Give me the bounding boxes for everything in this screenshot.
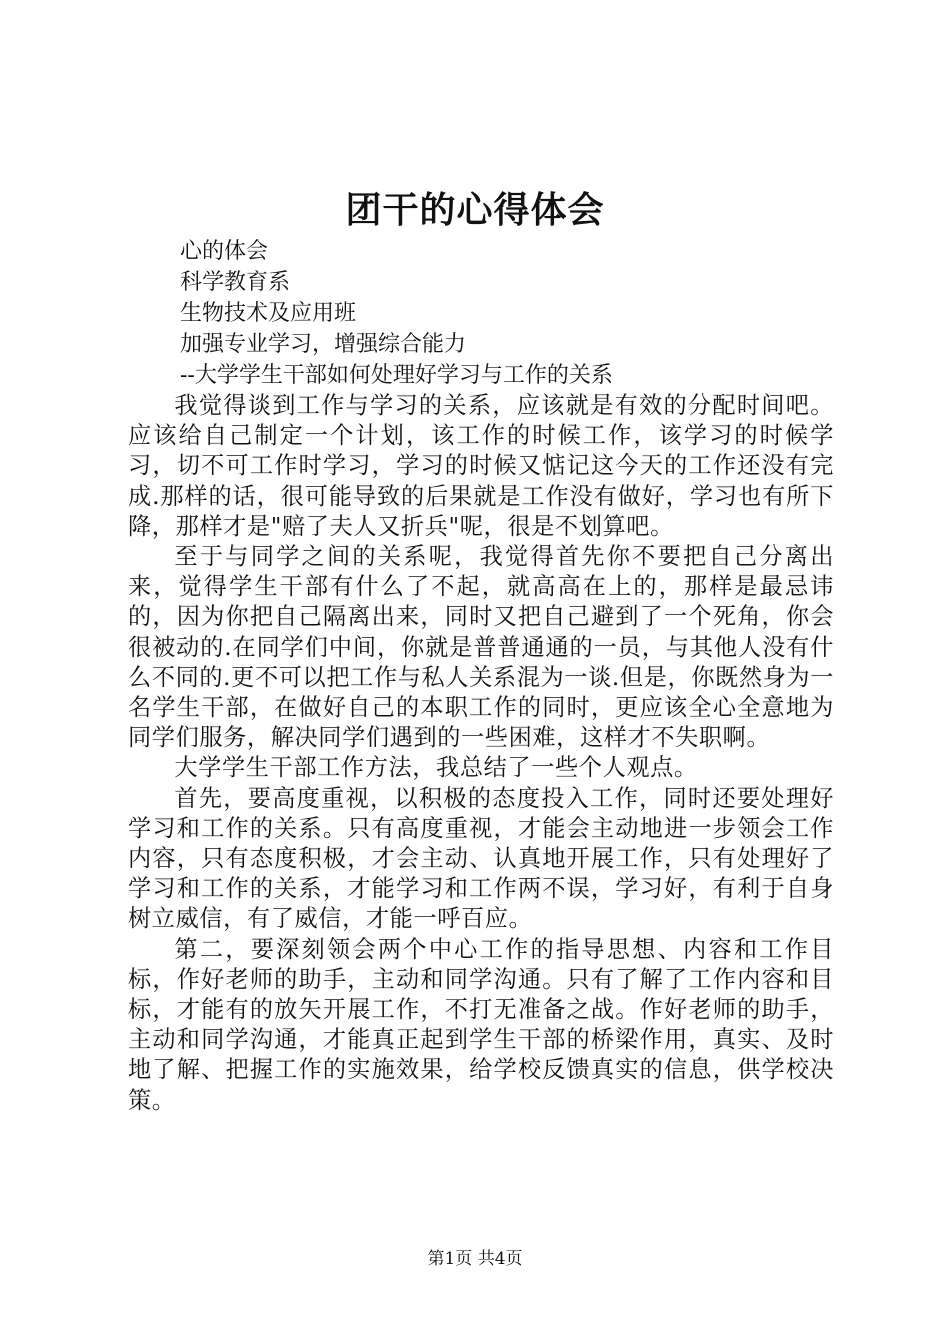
heading-line: 加强专业学习，增强综合能力 (180, 332, 467, 357)
heading-line: 生物技术及应用班 (180, 301, 357, 326)
paragraph: 首先，要高度重视，以积极的态度投入工作，同时还要处理好学习和工作的关系。只有高度重视，才能会主动地进一步领会工作内容，只有态度积极，才会主动、认真地开展工作，只有处理好了学习和工作的关系，才能学习和工作两不误，学习好，有利于自身树立威信，有了威信，才能一呼百应。 (128, 784, 834, 933)
paragraph: 我觉得谈到工作与学习的关系，应该就是有效的分配时间吧。应该给自己制定一个计划，该工作的时候工作，该学习的时候学习，切不可工作时学习，学习的时候又惦记这今天的工作还没有完成.那样的话，很可能导致的后果就是工作没有做好，学习也有所下降，那样才是"赔了夫人又折兵"呢，很是不划算吧。 (128, 392, 834, 540)
heading-line: --大学学生干部如何处理好学习与工作的关系 (180, 363, 613, 388)
heading-line: 心的体会 (180, 239, 269, 264)
paragraph: 大学学生干部工作方法，我总结了一些个人观点。 (174, 754, 698, 782)
heading-line: 科学教育系 (180, 270, 291, 295)
page-footer: 第1页 共4页 (427, 1249, 523, 1269)
heading-block (180, 236, 840, 391)
paragraph: 第二，要深刻领会两个中心工作的指导思想、内容和工作目标，作好老师的助手，主动和同学沟通。只有了解了工作内容和目标，才能有的放矢开展工作，不打无准备之战。作好老师的助手，主动和同学沟通，才能真正起到学生干部的桥梁作用，真实、及时地了解、把握工作的实施效果，给学校反馈真实的信息，供学校决策。 (128, 935, 834, 1114)
paragraph: 至于与同学之间的关系呢，我觉得首先你不要把自己分离出来，觉得学生干部有什么了不起，就高高在上的，那样是最忌讳的，因为你把自己隔离出来，同时又把自己避到了一个死角，你会很被动的.在同学们中间，你就是普普通通的一员，与其他人没有什么不同的.更不可以把工作与私人关系混为一谈.但是，你既然身为一名学生干部，在做好自己的本职工作的同时，更应该全心全意地为同学们服务，解决同学们遇到的一些困难，这样才不失职啊。 (128, 543, 834, 752)
document-title: 团干的心得体会 (345, 190, 605, 231)
body-text (128, 391, 834, 1116)
